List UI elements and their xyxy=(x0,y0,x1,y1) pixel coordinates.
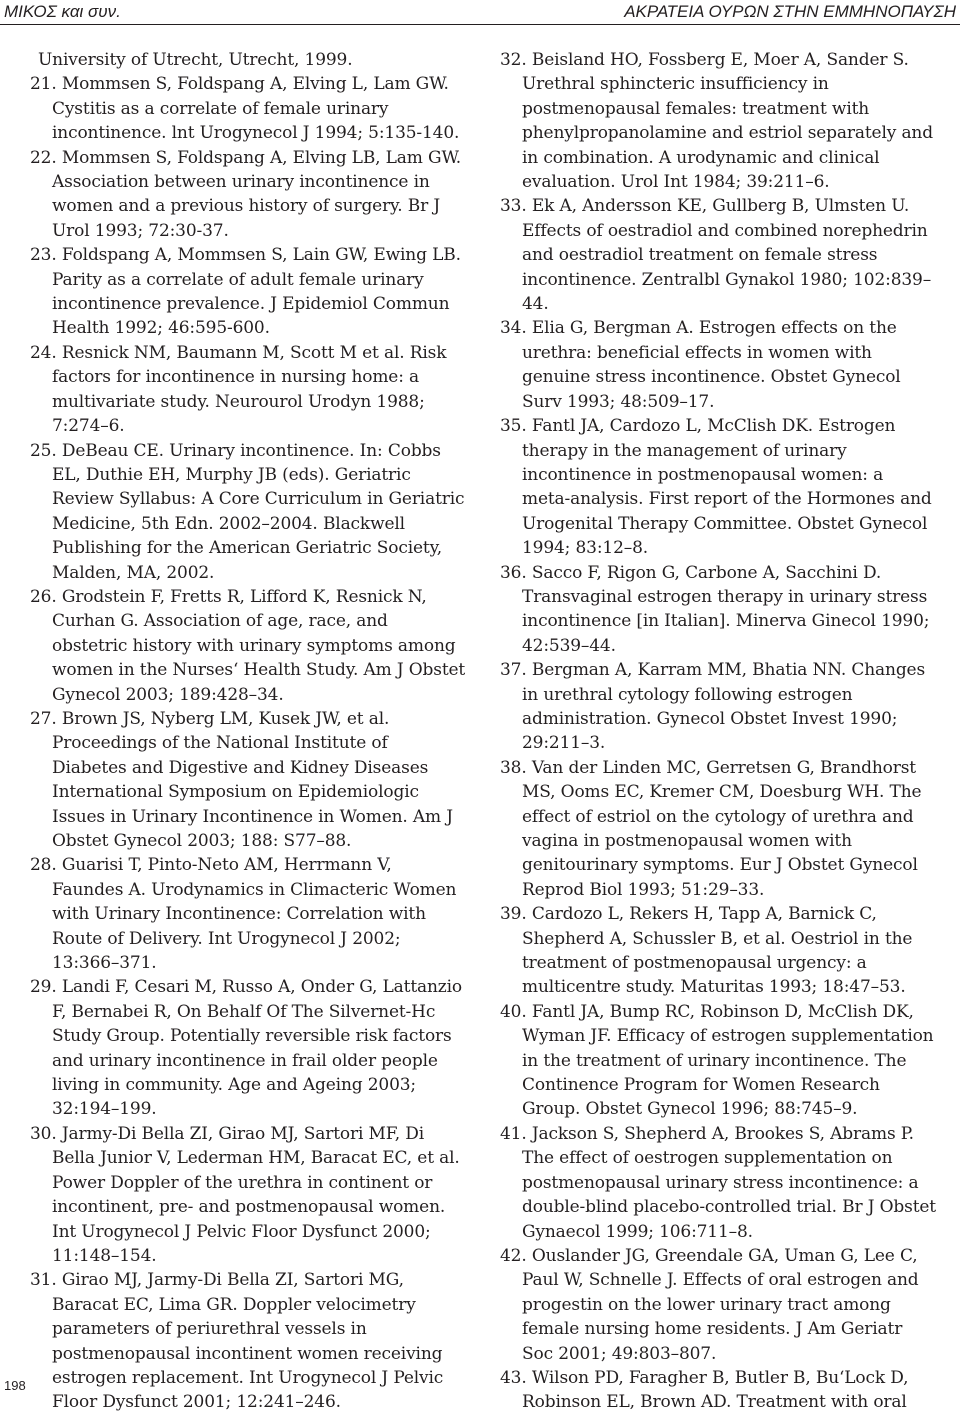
reference-item xyxy=(500,48,936,194)
reference-number: 34. xyxy=(500,318,527,339)
reference-text: Resnick NM, Baumann M, Scott M et al. Risk factors for incontinence in nursing home: a multivariate study. Neurourol Urodyn 1988; 7:274–6. xyxy=(52,342,447,437)
reference-item xyxy=(500,194,936,316)
reference-text: Brown JS, Nyberg LM, Kusek JW, et al. Proceedings of the National Institute of Diabetes and Digestive and Kidney Diseases International Symposium on Epidemiologic Issues in Urinary Incontinence in Women. Am J Obstet Gynecol 2003; 188: S77–88. xyxy=(52,708,453,851)
reference-text: DeBeau CE. Urinary incontinence. In: Cobbs EL, Duthie EH, Murphy JB (eds). Geriatric Review Syllabus: A Core Curriculum in Geriatric Medicine, 5th Edn. 2002–2004. Blackwell Publishing for the American Geriatric Society, Malden, MA, 2002. xyxy=(52,440,465,583)
reference-number: 22. xyxy=(30,147,57,168)
page-number: 198 xyxy=(4,1378,26,1393)
reference-text: Van der Linden MC, Gerretsen G, Brandhorst MS, Ooms EC, Kremer CM, Doesburg WH. The effect of estriol on the cytology of urethra and vagina in postmenopausal women with genitourinary symptoms. Eur J Obstet Gynecol Reprod Biol 1993; 51:29–33. xyxy=(522,757,922,900)
reference-number: 37. xyxy=(500,660,527,681)
reference-item xyxy=(500,1244,936,1366)
reference-number: 35. xyxy=(500,416,527,437)
reference-text: Guarisi T, Pinto-Neto AM, Herrmann V, Faundes A. Urodynamics in Climacteric Women with Urinary Incontinence: Correlation with Route of Delivery. Int Urogynecol J 2002; 13:366–371. xyxy=(52,855,457,974)
reference-item xyxy=(30,243,466,341)
reference-number: 41. xyxy=(500,1123,527,1144)
reference-number: 40. xyxy=(500,1001,527,1022)
reference-text: Jarmy-Di Bella ZI, Girao MJ, Sartori MF, Di Bella Junior V, Lederman HM, Baracat EC, et al. Power Doppler of the urethra in continent or incontinent, pre- and postmenopausal women. Int Urogynecol J Pelvic Floor Dysfunct 2000; 11:148–154. xyxy=(52,1123,460,1266)
reference-continuation: University of Utrecht, Utrecht, 1999. xyxy=(38,50,353,70)
reference-number: 43. xyxy=(500,1367,527,1388)
reference-item xyxy=(500,658,936,756)
reference-item xyxy=(500,1122,936,1244)
reference-number: 36. xyxy=(500,562,527,583)
left-column xyxy=(30,48,466,1415)
reference-number: 29. xyxy=(30,977,57,998)
reference-text: Sacco F, Rigon G, Carbone A, Sacchini D. Transvaginal estrogen therapy in urinary stress incontinence [in Italian]. Minerva Ginecol 1990; 42:539–44. xyxy=(522,562,930,656)
reference-number: 31. xyxy=(30,1270,57,1291)
reference-text: Beisland HO, Fossberg E, Moer A, Sander S. Urethral sphincteric insufficiency in postmenopausal females: treatment with phenylpropanolamine and estriol separately and in combination. A urodynamic and clinical evaluation. Urol Int 1984; 39:211–6. xyxy=(522,50,933,193)
reference-item xyxy=(30,146,466,244)
reference-number: 30. xyxy=(30,1123,57,1144)
reference-number: 28. xyxy=(30,855,57,876)
reference-text: Mommsen S, Foldspang A, Elving L, Lam GW. Cystitis as a correlate of female urinary incontinence. lnt Urogynecol J 1994; 5:135-140. xyxy=(52,74,460,144)
reference-item xyxy=(500,756,936,902)
header-authors: ΜΙΚΟΣ και συν. xyxy=(4,2,121,21)
reference-number: 42. xyxy=(500,1245,527,1266)
reference-text: Elia G, Bergman A. Estrogen effects on the urethra: beneficial effects in women with genuine stress incontinence. Obstet Gynecol Surv 1993; 48:509–17. xyxy=(522,318,901,412)
reference-item xyxy=(30,1268,466,1414)
reference-number: 32. xyxy=(500,50,527,70)
reference-item xyxy=(500,316,936,414)
reference-item xyxy=(30,341,466,439)
reference-item xyxy=(30,72,466,145)
reference-number: 25. xyxy=(30,440,57,461)
reference-item xyxy=(30,975,466,1121)
reference-item xyxy=(500,561,936,659)
reference-number: 23. xyxy=(30,245,57,266)
running-header xyxy=(0,0,960,30)
reference-item xyxy=(30,707,466,853)
reference-item xyxy=(30,439,466,585)
reference-number: 38. xyxy=(500,757,527,778)
reference-number: 26. xyxy=(30,586,57,607)
reference-item xyxy=(500,902,936,1000)
reference-text: Bergman A, Karram MM, Bhatia NN. Changes in urethral cytology following estrogen administration. Gynecol Obstet Invest 1990; 29:211–3. xyxy=(522,660,926,754)
reference-number: 27. xyxy=(30,708,57,729)
header-rule xyxy=(0,24,960,25)
header-title: ΑΚΡΑΤΕΙΑ ΟΥΡΩΝ ΣΤΗΝ ΕΜΜΗΝΟΠΑΥΣΗ xyxy=(624,2,956,21)
reference-text: Grodstein F, Fretts R, Lifford K, Resnick N, Curhan G. Association of age, race, and obstetric history with urinary symptoms among women in the Nurses‘ Health Study. Am J Obstet Gynecol 2003; 189:428–34. xyxy=(52,586,466,705)
reference-text: Fantl JA, Bump RC, Robinson D, McClish DK, Wyman JF. Efficacy of estrogen supplementation in the treatment of urinary incontinence. The Continence Program for Women Research Group. Obstet Gynecol 1996; 88:745–9. xyxy=(522,1001,934,1120)
reference-number: 24. xyxy=(30,342,57,363)
reference-text: Mommsen S, Foldspang A, Elving LB, Lam GW. Association between urinary incontinence in women and a previous history of surgery. Br J Urol 1993; 72:30-37. xyxy=(52,147,462,241)
reference-text: Fantl JA, Cardozo L, McClish DK. Estrogen therapy in the management of urinary incontinence in postmenopausal women: a meta-analysis. First report of the Hormones and Urogenital Therapy Committee. Obstet Gynecol 1994; 83:12–8. xyxy=(522,416,932,559)
reference-item xyxy=(30,1122,466,1268)
reference-text: Ouslander JG, Greendale GA, Uman G, Lee C, Paul W, Schnelle J. Effects of oral estrogen and progestin on the lower urinary tract among female nursing home residents. J Am Geriatr Soc 2001; 49:803–807. xyxy=(522,1245,919,1364)
reference-item xyxy=(30,585,466,707)
reference-text: Girao MJ, Jarmy-Di Bella ZI, Sartori MG, Baracat EC, Lima GR. Doppler velocimetry parameters of periurethral vessels in postmenopausal incontinent women receiving estrogen replacement. Int Urogynecol J Pelvic Floor Dysfunct 2001; 12:241–246. xyxy=(52,1270,444,1413)
reference-item xyxy=(500,414,936,560)
reference-number: 21. xyxy=(30,74,57,95)
reference-text: Jackson S, Shepherd A, Brookes S, Abrams P. The effect of oestrogen supplementation on postmenopausal urinary stress incontinence: a double-blind placebo-controlled trial. Br J Obstet Gynaecol 1999; 106:711–8. xyxy=(522,1123,936,1242)
reference-text: Landi F, Cesari M, Russo A, Onder G, Lattanzio F, Bernabei R, On Behalf Of The Silvernet-Hc Study Group. Potentially reversible risk factors and urinary incontinence in frail older people living in community. Age and Ageing 2003; 32:194–199. xyxy=(52,977,462,1120)
reference-item xyxy=(30,853,466,975)
reference-number: 33. xyxy=(500,196,527,217)
reference-text: Wilson PD, Faragher B, Butler B, Bu‘Lock D, Robinson EL, Brown AD. Treatment with oral xyxy=(522,1367,909,1413)
reference-item xyxy=(500,1000,936,1122)
right-column xyxy=(500,48,936,1415)
reference-text: Cardozo L, Rekers H, Tapp A, Barnick C, Shepherd A, Schussler B, et al. Oestriol in the treatment of postmenopausal urgency: a multicentre study. Maturitas 1993; 18:47–53. xyxy=(522,904,913,998)
reference-item xyxy=(500,1366,936,1415)
reference-number: 39. xyxy=(500,904,527,925)
reference-text: Ek A, Andersson KE, Gullberg B, Ulmsten U. Effects of oestradiol and combined norephedrin and oestradiol treatment on female stress incontinence. Zentralbl Gynakol 1980; 102:839–44. xyxy=(522,196,932,315)
reference-text: Foldspang A, Mommsen S, Lain GW, Ewing LB. Parity as a correlate of adult female urinary incontinence prevalence. J Epidemiol Commun Health 1992; 46:595-600. xyxy=(52,245,461,339)
